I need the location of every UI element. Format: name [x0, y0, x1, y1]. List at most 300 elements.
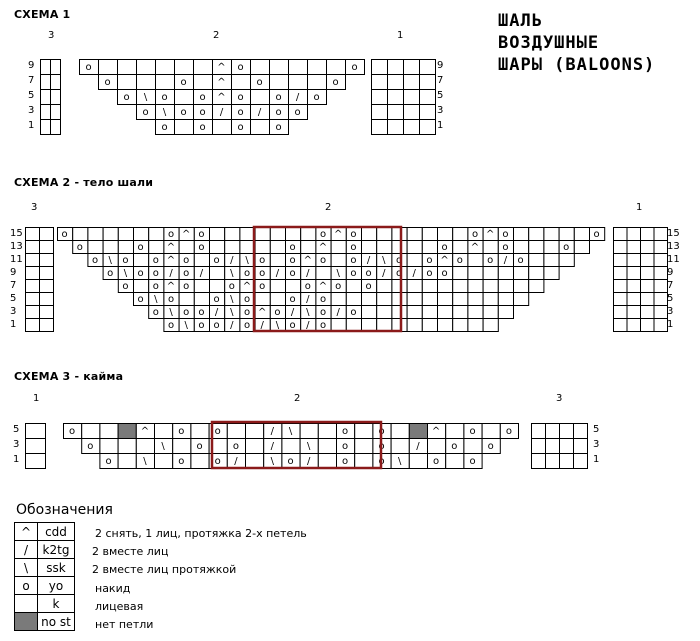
grid-cell	[286, 280, 301, 293]
grid-cell	[40, 254, 54, 267]
stitch-symbol: o	[287, 456, 294, 467]
stitch-symbol: o	[350, 242, 357, 253]
stitch-symbol: o	[319, 229, 327, 240]
stitch-symbol: o	[85, 62, 92, 73]
title-line-2: ВОЗДУШНЫЕ	[498, 33, 600, 53]
stitch-symbol: \	[143, 92, 148, 103]
grid-cell	[614, 280, 628, 293]
legend-desc-k2tg: 2 вместе лиц	[92, 545, 169, 558]
stitch-symbol: \	[108, 255, 112, 266]
stitch-symbol: o	[378, 426, 385, 437]
stitch-symbol: /	[306, 294, 310, 305]
grid-cell	[194, 280, 209, 293]
stitch-symbol: ^	[242, 281, 252, 292]
grid-cell	[453, 280, 468, 293]
title-line-1: ШАЛЬ	[498, 11, 543, 31]
stitch-symbol: o	[350, 307, 357, 318]
legend-symbol: o	[15, 577, 38, 595]
stitch-symbol: o	[426, 268, 433, 279]
stitch-symbol: /	[306, 320, 310, 331]
stitch-symbol: o	[228, 281, 235, 292]
grid-cell	[355, 439, 373, 454]
stitch-symbol: o	[243, 294, 251, 305]
grid-cell	[407, 241, 422, 254]
stitch-symbol: o	[256, 77, 263, 88]
grid-cell	[391, 424, 409, 439]
grid-cell	[51, 60, 61, 75]
grid-cell	[318, 424, 336, 439]
grid-cell	[391, 439, 409, 454]
legend-row-ssk	[15, 559, 75, 577]
stitch-symbol: \	[143, 456, 147, 467]
grid-cell	[404, 120, 420, 135]
stitch-symbol: o	[319, 294, 327, 305]
row-number: 3	[28, 105, 35, 116]
grid-cell	[453, 319, 468, 332]
grid-cell	[377, 280, 392, 293]
grid-cell	[453, 228, 468, 241]
grid-cell	[420, 75, 436, 90]
grid-cell	[446, 454, 464, 469]
grid-cell	[251, 120, 270, 135]
grid-cell	[483, 293, 498, 306]
stitch-symbol: o	[142, 107, 149, 118]
grid-cell	[404, 75, 420, 90]
stitch-symbol: o	[451, 441, 458, 452]
grid-cell	[438, 228, 453, 241]
stitch-symbol: \	[154, 294, 158, 305]
grid-cell	[529, 241, 544, 254]
grid-cell	[118, 241, 133, 254]
scheme2-section-label-3: 3	[31, 202, 38, 213]
grid-cell	[514, 293, 529, 306]
grid-cell	[51, 90, 61, 105]
grid-cell	[194, 293, 209, 306]
grid-cell	[654, 241, 668, 254]
scheme2-section2-grid	[58, 228, 605, 332]
grid-cell	[372, 90, 388, 105]
stitch-symbol: o	[259, 281, 266, 292]
scheme3-section3-grid	[532, 424, 588, 469]
stitch-symbol: /	[412, 268, 416, 279]
stitch-symbol: \	[230, 307, 234, 318]
stitch-symbol: \	[288, 426, 293, 437]
grid-cell	[641, 241, 655, 254]
grid-cell	[331, 293, 346, 306]
grid-cell	[438, 319, 453, 332]
stitch-symbol: ^	[334, 229, 343, 240]
grid-cell	[546, 439, 560, 454]
row-number: 5	[28, 90, 35, 101]
grid-cell	[544, 228, 559, 241]
grid-cell	[318, 454, 336, 469]
stitch-symbol: o	[505, 426, 512, 437]
grid-cell	[255, 228, 270, 241]
grid-cell	[40, 267, 54, 280]
grid-cell	[40, 293, 54, 306]
grid-cell	[191, 424, 209, 439]
row-number: 1	[10, 319, 17, 330]
grid-cell	[372, 120, 388, 135]
scheme2-section1-grid	[614, 228, 668, 332]
grid-cell	[544, 241, 559, 254]
grid-cell	[468, 254, 483, 267]
grid-cell	[82, 424, 100, 439]
stitch-symbol: o	[378, 441, 385, 452]
grid-cell	[26, 439, 46, 454]
stitch-symbol: o	[213, 320, 220, 331]
stitch-symbol: o	[214, 456, 221, 467]
legend-desc-no-st: нет петли	[95, 618, 154, 631]
grid-cell	[529, 267, 544, 280]
scheme1-section3-grid-b	[41, 60, 61, 135]
stitch-symbol: o	[395, 268, 403, 279]
grid-cell	[407, 306, 422, 319]
grid-cell	[453, 241, 468, 254]
grid-cell	[41, 90, 51, 105]
stitch-symbol: /	[270, 441, 274, 452]
stitch-symbol: o	[152, 281, 159, 292]
grid-cell	[194, 60, 213, 75]
grid-cell	[422, 228, 437, 241]
grid-cell	[289, 60, 308, 75]
stitch-symbol: o	[487, 255, 494, 266]
stitch-symbol: /	[199, 268, 204, 279]
grid-cell	[210, 241, 225, 254]
grid-cell	[654, 228, 668, 241]
stitch-symbol: \	[307, 441, 311, 452]
grid-cell	[654, 293, 668, 306]
grid-cell	[529, 228, 544, 241]
stitch-symbol: o	[289, 268, 296, 279]
stitch-symbol: ^	[182, 229, 191, 240]
row-number: 3	[437, 105, 444, 116]
stitch-symbol: o	[161, 122, 168, 133]
stitch-symbol: ^	[440, 255, 449, 266]
grid-cell	[498, 293, 513, 306]
stitch-symbol: o	[275, 122, 282, 133]
legend-row-no-st	[15, 613, 75, 631]
stitch-symbol: o	[469, 426, 476, 437]
legend-abbr: yo	[38, 577, 75, 595]
grid-cell	[468, 267, 483, 280]
grid-cell	[331, 241, 346, 254]
stitch-symbol: \	[336, 268, 340, 279]
grid-cell	[40, 319, 54, 332]
grid-cell	[392, 293, 407, 306]
stitch-symbol: o	[137, 242, 144, 253]
grid-cell	[438, 306, 453, 319]
stitch-symbol: o	[178, 456, 185, 467]
stitch-symbol: \	[275, 320, 280, 331]
grid-cell	[355, 454, 373, 469]
grid-cell	[468, 306, 483, 319]
grid-cell	[388, 120, 404, 135]
stitch-symbol: o	[294, 107, 301, 118]
legend-abbr: k2tg	[38, 541, 75, 559]
stitch-symbol: /	[214, 307, 219, 318]
stitch-symbol: \	[245, 255, 249, 266]
stitch-symbol: o	[137, 268, 144, 279]
grid-cell	[614, 306, 628, 319]
row-number: 3	[13, 439, 20, 450]
legend-abbr: no st	[38, 613, 75, 631]
grid-cell	[191, 454, 209, 469]
stitch-symbol: o	[137, 294, 144, 305]
stitch-symbol: o	[517, 255, 524, 266]
stitch-symbol: o	[502, 242, 509, 253]
stitch-symbol: o	[289, 320, 296, 331]
stitch-symbol: o	[167, 320, 175, 331]
grid-cell	[213, 120, 232, 135]
grid-cell	[362, 306, 377, 319]
grid-cell	[175, 120, 194, 135]
stitch-symbol: o	[350, 255, 357, 266]
grid-cell	[26, 228, 40, 241]
grid-cell	[377, 241, 392, 254]
grid-cell	[641, 228, 655, 241]
grid-cell	[118, 454, 136, 469]
scheme3-title: СХЕМА 3 - кайма	[14, 370, 124, 383]
row-number: 7	[10, 280, 17, 291]
grid-cell	[270, 280, 285, 293]
row-number: 11	[667, 254, 680, 265]
grid-cell	[289, 75, 308, 90]
stitch-symbol: o	[335, 281, 342, 292]
grid-cell	[641, 306, 655, 319]
grid-cell	[407, 254, 422, 267]
stitch-symbol: o	[237, 122, 244, 133]
stitch-symbol: ^	[217, 77, 226, 88]
legend-row-cdd	[15, 523, 75, 541]
grid-cell	[514, 280, 529, 293]
grid-cell	[453, 306, 468, 319]
stitch-symbol: o	[433, 456, 440, 467]
stitch-symbol: o	[199, 107, 206, 118]
stitch-symbol: o	[274, 307, 281, 318]
stitch-symbol: o	[183, 255, 190, 266]
grid-cell	[26, 454, 46, 469]
grid-cell	[118, 75, 137, 90]
scheme3-section-label-2: 2	[294, 393, 301, 404]
stitch-symbol: o	[122, 281, 129, 292]
grid-cell	[514, 267, 529, 280]
grid-cell	[225, 241, 240, 254]
stitch-symbol: o	[332, 77, 339, 88]
grid-cell	[388, 75, 404, 90]
grid-cell	[372, 60, 388, 75]
grid-cell	[483, 306, 498, 319]
row-number: 1	[667, 319, 674, 330]
grid-cell	[428, 439, 446, 454]
stitch-symbol: o	[319, 307, 327, 318]
grid-cell	[308, 75, 327, 90]
stitch-symbol: ^	[217, 62, 226, 73]
grid-cell	[134, 254, 149, 267]
scheme2-section-label-2: 2	[325, 202, 332, 213]
grid-cell	[210, 280, 225, 293]
stitch-symbol: o	[198, 320, 205, 331]
stitch-symbol: ^	[166, 242, 176, 253]
stitch-symbol: o	[342, 441, 349, 452]
stitch-symbol: o	[152, 268, 159, 279]
title-line-3: ШАРЫ (BALOONS)	[498, 55, 656, 75]
grid-cell	[546, 454, 560, 469]
grid-cell	[422, 293, 437, 306]
grid-cell	[26, 254, 40, 267]
stitch-symbol: o	[563, 242, 570, 253]
grid-cell	[627, 306, 641, 319]
grid-cell	[464, 439, 482, 454]
grid-cell	[438, 280, 453, 293]
stitch-symbol: /	[230, 320, 234, 331]
stitch-symbol: /	[219, 107, 224, 118]
grid-cell	[483, 280, 498, 293]
row-number: 9	[28, 60, 35, 71]
grid-cell	[483, 319, 498, 332]
grid-cell	[355, 424, 373, 439]
legend-symbol: /	[15, 541, 38, 559]
stitch-symbol: /	[169, 268, 173, 279]
stitch-symbol: o	[198, 229, 205, 240]
stitch-symbol: o	[471, 229, 479, 240]
stitch-symbol: o	[198, 307, 205, 318]
stitch-symbol: o	[304, 281, 311, 292]
grid-cell	[641, 319, 655, 332]
scheme3-section-label-3: 3	[556, 393, 563, 404]
grid-cell	[420, 90, 436, 105]
legend-symbol	[15, 595, 38, 613]
stitch-symbol: ^	[217, 92, 226, 103]
grid-cell	[282, 439, 300, 454]
grid-cell	[99, 60, 118, 75]
scheme2-title: СХЕМА 2 - тело шали	[14, 176, 154, 189]
stitch-symbol: /	[307, 456, 311, 467]
grid-cell	[641, 267, 655, 280]
grid-cell	[574, 228, 589, 241]
stitch-symbol: \	[270, 456, 274, 467]
grid-cell	[453, 293, 468, 306]
stitch-symbol: \	[162, 107, 167, 118]
stitch-symbol: /	[503, 255, 508, 266]
grid-cell	[286, 228, 301, 241]
stitch-symbol: o	[105, 456, 112, 467]
grid-cell	[346, 319, 361, 332]
stitch-symbol: o	[275, 92, 282, 103]
row-number: 5	[10, 293, 17, 304]
scheme1-section-label-3: 3	[48, 30, 55, 41]
grid-cell	[420, 105, 436, 120]
legend-desc-ssk: 2 вместе лиц протяжкой	[92, 563, 237, 576]
grid-cell	[514, 228, 529, 241]
stitch-symbol: o	[87, 441, 94, 452]
grid-cell	[654, 254, 668, 267]
grid-cell	[156, 75, 175, 90]
grid-cell	[422, 306, 437, 319]
grid-cell	[362, 293, 377, 306]
stitch-symbol: o	[456, 255, 463, 266]
grid-cell	[51, 105, 61, 120]
legend-row-yo	[15, 577, 75, 595]
legend-row-k	[15, 595, 75, 613]
grid-cell	[392, 228, 407, 241]
grid-cell	[614, 267, 628, 280]
grid-cell	[641, 280, 655, 293]
stitch-symbol: o	[213, 294, 220, 305]
grid-cell	[614, 241, 628, 254]
stitch-symbol: o	[426, 255, 433, 266]
stitch-symbol: o	[183, 281, 190, 292]
stitch-symbol: /	[306, 268, 310, 279]
grid-cell	[118, 424, 136, 439]
grid-cell	[627, 319, 641, 332]
stitch-symbol: \	[382, 255, 386, 266]
grid-cell	[175, 90, 194, 105]
stitch-symbol: o	[487, 441, 494, 452]
stitch-symbol: o	[342, 426, 349, 437]
grid-cell	[407, 280, 422, 293]
grid-cell	[483, 267, 498, 280]
grid-cell	[179, 241, 194, 254]
grid-cell	[210, 267, 225, 280]
stitch-symbol: o	[378, 456, 385, 467]
legend-symbol: ^	[15, 523, 38, 541]
stitch-symbol: o	[237, 107, 244, 118]
stitch-symbol: o	[275, 107, 282, 118]
grid-cell	[407, 228, 422, 241]
grid-cell	[270, 293, 285, 306]
row-number: 1	[13, 454, 20, 465]
grid-cell	[26, 319, 40, 332]
grid-cell	[641, 254, 655, 267]
grid-cell	[179, 293, 194, 306]
grid-cell	[301, 228, 316, 241]
grid-cell	[118, 228, 133, 241]
grid-cell	[137, 75, 156, 90]
row-number: 3	[667, 306, 674, 317]
scheme3-section-label-1: 1	[33, 393, 40, 404]
stitch-symbol: o	[180, 107, 187, 118]
stitch-symbol: o	[167, 294, 175, 305]
grid-cell	[388, 60, 404, 75]
grid-cell	[498, 267, 513, 280]
grid-cell	[392, 241, 407, 254]
grid-cell	[404, 60, 420, 75]
grid-cell	[404, 90, 420, 105]
grid-cell	[574, 241, 589, 254]
legend-abbr: ssk	[38, 559, 75, 577]
stitch-symbol: o	[161, 92, 168, 103]
grid-cell	[446, 424, 464, 439]
row-number: 9	[437, 60, 444, 71]
row-number: 3	[10, 306, 17, 317]
grid-cell	[392, 306, 407, 319]
grid-cell	[468, 293, 483, 306]
scheme1-section-label-1: 1	[397, 30, 404, 41]
stitch-symbol: /	[295, 92, 300, 103]
scheme1-section1-grid	[372, 60, 436, 135]
grid-cell	[118, 439, 136, 454]
grid-cell	[118, 60, 137, 75]
legend-desc-yo: накид	[95, 582, 131, 595]
grid-cell	[482, 424, 500, 439]
grid-cell	[246, 454, 264, 469]
grid-cell	[574, 424, 588, 439]
grid-cell	[362, 241, 377, 254]
grid-cell	[409, 454, 427, 469]
grid-cell	[498, 306, 513, 319]
grid-cell	[40, 228, 54, 241]
